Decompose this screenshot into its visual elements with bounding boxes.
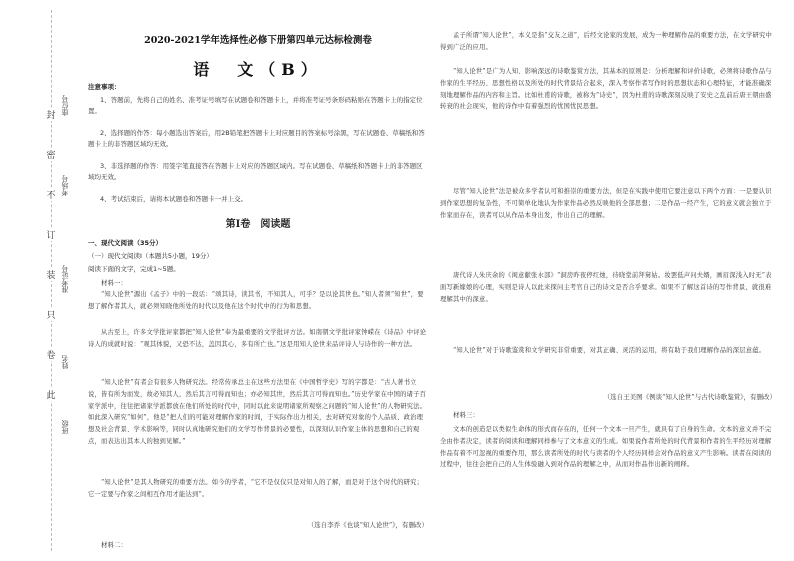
note-item: 3、非选择题的作答：用签字笔直接答在答题卡上对应的答题区域内。写在试题卷、草稿纸和答题卡上的非答题区域均无效。 bbox=[88, 162, 423, 181]
source-citation: （选自李乔《也谈“知人论世”》，有删改） bbox=[307, 521, 428, 529]
material-label: 材料二： bbox=[101, 541, 127, 549]
passage-paragraph: “知人论世”对于诗歌鉴赏和文学研究非常重要，对其正确、灵活的运用，将有助于我们理解作品的深层意蕴。 bbox=[453, 347, 766, 354]
student-info-fields bbox=[60, 0, 76, 561]
section-heading: 一、现代文阅读（35分） bbox=[88, 239, 163, 247]
seal-char: 封 bbox=[44, 108, 58, 121]
seal-char: 订 bbox=[44, 228, 58, 241]
exam-room-label: 考场号 bbox=[61, 175, 69, 196]
seal-char: 卷 bbox=[44, 348, 58, 361]
seal-char: 不 bbox=[44, 188, 58, 201]
passage-paragraph: 唐代诗人朱庆余的《闺意献张水部》“洞房昨夜停红烛，待晓堂前拜舅姑。妆罢低声问夫婿，画眉深浅入时无”表面写新嫁娘的心理，实则是诗人以此来探问主考官自己的诗文是否合乎要求。如果不了解这首诗的写作背景，就很难理解其中的深意。 bbox=[440, 272, 772, 303]
note-item: 4、考试结束后，请将本试题卷和答题卡一并上交。 bbox=[100, 195, 248, 203]
section-instruction: 阅读下面的文字，完成1~5题。 bbox=[88, 265, 180, 273]
seal-line-characters bbox=[44, 0, 58, 561]
admission-number-label: 准考证号 bbox=[61, 265, 69, 293]
passage-paragraph: 文本的创造是以类似生命体的形式而存在的，任何一个文本一旦产生，就具有了自身的生命。文本的意义并不完全由作者决定，读者的阅读和理解同样参与了文本意义的生成。如果说作者所处的时代背景和作者的生平经历对理解作品有着不可忽视的重要作用，那么读者所处的时代与读者的个人经历同样会对作品的意义产生影响。读者在阅读的过程中，往往会把自己的人生体验融入到对作品的理解之中，从而对作品作出新的阐释。 bbox=[440, 426, 772, 469]
passage-paragraph: 孟子所谓“知人论世”，本义是指“交友之道”，后经文论家的发展，成为一种理解作品的重要方法，在文学研究中得到广泛的应用。 bbox=[440, 32, 773, 51]
passage-paragraph: 从古至上，许多文学批评家都把“知人论世”奉为最重要的文学批评方法。如南朝文学批评家钟嵘在《诗品》中评论诗人的成就时说：“观其体貌，又恐不达，盖因其心，多有所亡也。”这是用知人论世来品评诗人与诗作的一种方法。 bbox=[88, 329, 427, 348]
material-label: 材料一： bbox=[101, 279, 127, 287]
seal-char: 只 bbox=[44, 308, 58, 321]
section-subheading: （一）现代文阅读Ⅰ（本题共5小题，19分） bbox=[88, 252, 213, 260]
seal-char: 此 bbox=[44, 388, 58, 401]
note-item: 1、答题前，先将自己的姓名、准考证号填写在试题卷和答题卡上，并将准考证号条形码粘贴在答题卡上的指定位置。 bbox=[88, 96, 423, 115]
name-label: 姓名 bbox=[61, 355, 69, 369]
exam-title: 2020-2021学年选择性必修下册第四单元达标检测卷 bbox=[144, 35, 372, 46]
passage-paragraph: “知人论世”是其人物研究的重要方法。如今的学者，“它不是仅仅只是对知人的了解，而是对于这个时代的研究；它一定要与作家之间相互作用才能达到”。 bbox=[88, 479, 424, 498]
right-column bbox=[440, 0, 776, 561]
passage-paragraph: “知人论世”源出《孟子》中的一段话：“颂其诗，读其书，不知其人，可乎？是以论其世也。”知人者须“知世”，要想了解作者其人，就必须知晓他所处的时代以及他在这个时代中的行为和思想。 bbox=[88, 291, 424, 310]
source-citation: （选自王美图《例谈“知人论世”与古代诗歌鉴赏》，有删改） bbox=[603, 393, 776, 401]
passage-paragraph: “知人论世”有者会有很多人物研究法。经常传承总主在这些方法里在《中国哲学史》写的字都是：“古人著书立说，皆有所为而发，故必知其人，然后其言可得而知也；亦必知其世，然后其言可得而知也。”历史学家在中国的诸子百家学派中，往往把诸家学派都放在他们所处的时代中，同时以此来说明诸家所观察之问题的“知人论世”的人物研究法。如此深入研究“如何”，他是“把人们的可能对理解作家的时间，于实际作出力相关，去对研究对象的个人品质、政治理想及社会背景、学术影响等，同时认真地研究他们的文学写作背景的必要性，以深刻认识作家主体的思想和自己的观点，而表达出其本人的独到见解。” bbox=[88, 379, 427, 445]
notes-heading: 注意事项： bbox=[88, 83, 121, 91]
left-column bbox=[88, 0, 428, 561]
binding-margin bbox=[0, 0, 88, 561]
material-label: 材料三： bbox=[453, 411, 479, 419]
seal-char: 密 bbox=[44, 148, 58, 161]
subject-title: 语 文（B） bbox=[193, 60, 323, 79]
passage-paragraph: 尽管“知人论世”法是被众多学者认可和推崇的重要方法，但是在实践中使用它要注意以下两个方面：一是要认识到作家思想的复杂性，不可简单化地认为作家作品必然反映他的全部思想；二是作品一经产生，它的意义就会独立于作家而存在，读者可以从作品本身出发，作出自己的理解。 bbox=[440, 188, 772, 219]
note-item: 2、选择题的作答：每小题选出答案后，用2B铅笔把答题卡上对应题目的答案标号涂黑，写在试题卷、草稿纸和答题卡上的非答题区域均无效。 bbox=[88, 129, 425, 148]
part-title: 第Ⅰ卷 阅读题 bbox=[225, 219, 291, 230]
seat-number-label: 座位号 bbox=[61, 95, 69, 116]
class-label: 班级 bbox=[61, 420, 69, 434]
passage-paragraph: “知人论世”是广为人知、影响深远的诗歌鉴赏方法，其基本的原则是：分析理解和评价诗歌，必须将诗歌作品与作家的生平经历、思想性格以及所处的时代背景结合起来，深入考察作者写作时的思想状态和心理特征，才能准确深刻地理解作品的内容和主旨。比如杜甫的诗歌，被称为“诗史”，因为杜甫的诗歌深刻反映了安史之乱前后唐王朝由盛转衰的社会现实，他的诗作中有着强烈的忧国忧民思想。 bbox=[440, 68, 772, 111]
seal-char: 装 bbox=[44, 268, 58, 281]
